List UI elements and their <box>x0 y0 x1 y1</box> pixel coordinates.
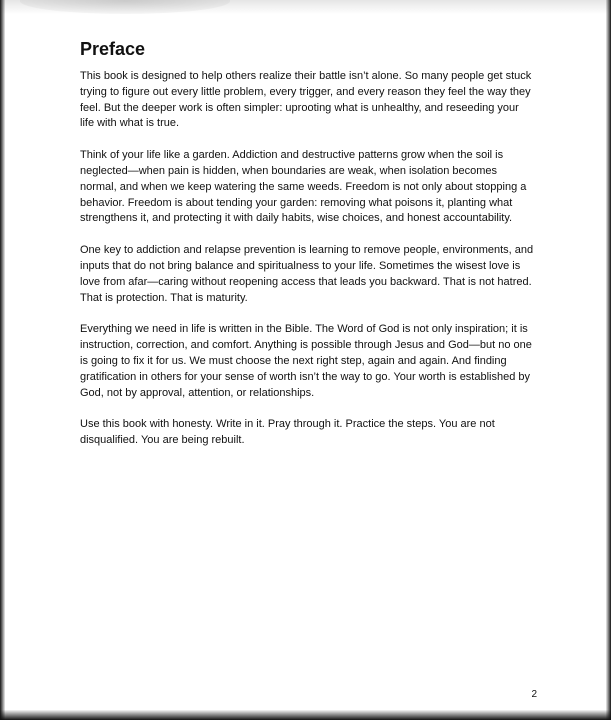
right-page-edge <box>606 0 611 720</box>
paragraph-3: One key to addiction and relapse prevention is learning to remove people, environments, and inputs that do not bring balance and spiritualness to your life. Sometimes the wisest love is love from afar—caring without reopening access that leads you backward. That is not hatred. That is protection. That is maturity. <box>80 244 534 304</box>
paragraph-1: This book is designed to help others realize their battle isn’t alone. So many people get stuck trying to figure out every little problem, every trigger, and every reason they feel the way they feel. But the deeper work is often simpler: uprooting what is unhealthy, and reseeding your life with what is true. <box>80 70 532 130</box>
bottom-page-edge <box>0 710 611 720</box>
page-number: 2 <box>531 689 537 700</box>
paragraph-2: Think of your life like a garden. Addiction and destructive patterns grow when the soil is neglected—when pain is hidden, when boundaries are weak, when isolation becomes normal, and when we keep watering the same weeds. Freedom is not only about stopping a behavior. Freedom is about tending your garden: removing what poisons it, planting what strengthens it, and protecting it with daily habits, wise choices, and honest accountability. <box>80 149 527 225</box>
page-content <box>80 38 535 465</box>
paragraph-5: Use this book with honesty. Write in it. Pray through it. Practice the steps. You are not disqualified. You are being rebuilt. <box>80 418 495 447</box>
paragraph-4: Everything we need in life is written in the Bible. The Word of God is not only inspiration; it is instruction, correction, and comfort. Anything is possible through Jesus and God—but no one is going to fix it for us. We must choose the next right step, again and again. And finding gratification in others for your sense of worth isn’t the way to go. Your worth is established by God, not by approval, attention, or relationships. <box>80 323 532 399</box>
page-title: Preface <box>80 39 146 59</box>
left-page-edge <box>0 0 5 720</box>
